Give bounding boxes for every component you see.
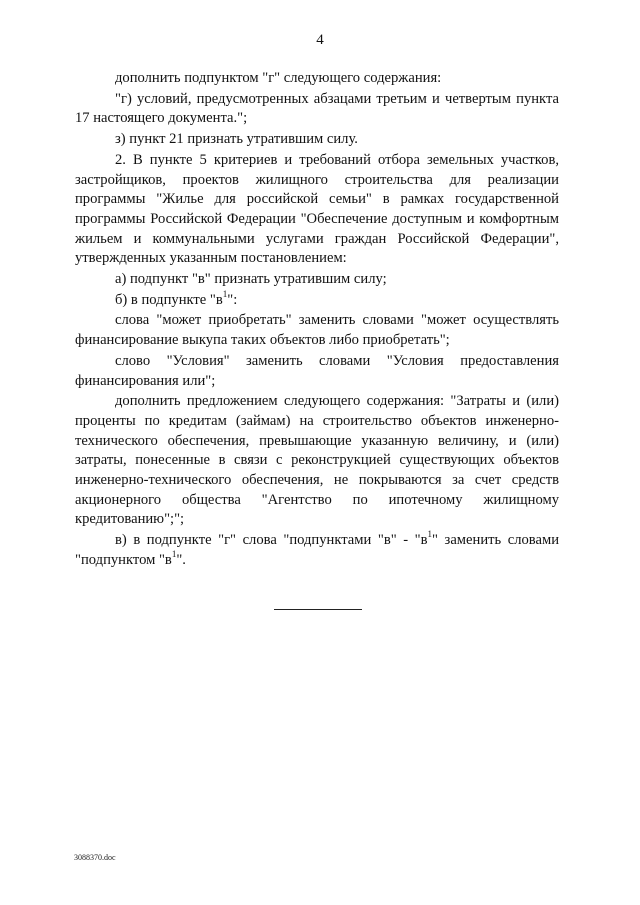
paragraph-text: ": — [227, 291, 238, 308]
superscript: 1 — [171, 549, 177, 560]
superscript: 1 — [222, 288, 228, 299]
paragraph-text: ". — [176, 551, 186, 568]
paragraph: 2. В пункте 5 критериев и требований отбора земельных участков, застройщиков, проектов жилищного строительства для реализации программы "Жилье для российской семьи" в рамках государственной программы Российской Федерации "Обеспечение доступным и комфортным жильем и коммунальными услугами граждан Российской Федерации", утвержденных указанным постановлением: — [75, 151, 559, 267]
paragraph: слова "может приобретать" заменить словами "может осуществлять финансирование выкупа таких объектов либо приобретать"; — [75, 312, 559, 349]
paragraph: дополнить предложением следующего содержания: "Затраты и (или) проценты по кредитам (займам) на строительство объектов инженерно-технического обеспечения, превышающие указанную величину, и (или) затраты, понесенные в связи с реконструкцией существующих объектов инженерно-технического обеспечения, не покрываются за счет средств акционерного общества "Агентство по ипотечному жилищному кредитованию";"; — [75, 393, 559, 528]
paragraph-text: б) в подпункте "в — [115, 291, 223, 308]
paragraph: дополнить подпунктом "г" следующего содержания: — [115, 70, 442, 86]
paragraph-text: " заменить словами "подпунктом "в — [75, 532, 559, 568]
end-rule — [274, 609, 362, 610]
paragraph: з) пункт 21 признать утратившим силу. — [115, 131, 358, 148]
paragraph: слово "Условия" заменить словами "Условия предоставления финансирования или"; — [75, 352, 559, 389]
page-number: 4 — [316, 32, 324, 48]
paragraph: "г) условий, предусмотренных абзацами третьим и четвертым пункта 17 настоящего документа."; — [75, 90, 559, 127]
document-body — [75, 69, 559, 572]
paragraph-text: в) в подпункте "г" слова "подпунктами "в" - "в — [115, 532, 428, 549]
paragraph — [75, 531, 559, 570]
paragraph — [75, 288, 559, 311]
paragraph: а) подпункт "в" признать утратившим силу; — [115, 271, 387, 288]
superscript: 1 — [427, 529, 433, 540]
footer-filename: 3088370.doc — [74, 853, 116, 862]
